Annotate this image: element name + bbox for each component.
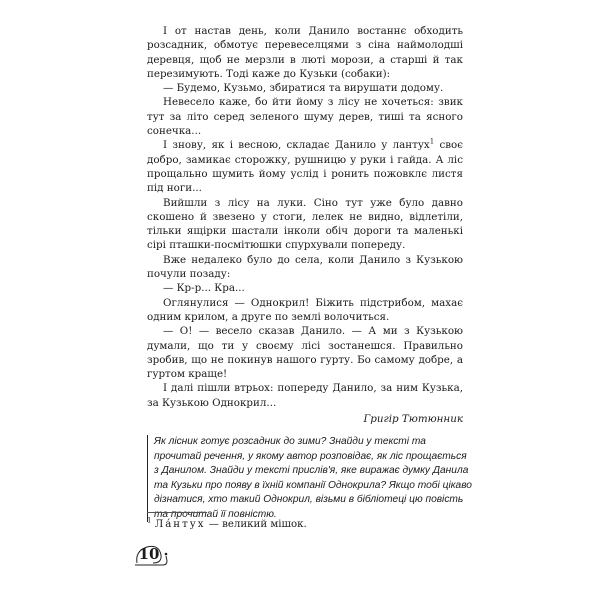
page-number: 10 bbox=[138, 545, 160, 563]
footnote-definition: — великий мішок. bbox=[205, 519, 307, 530]
paragraph: — Кр-р... Кра... bbox=[163, 282, 245, 295]
footnote-term: Ла́нтух bbox=[154, 519, 206, 530]
footnote-divider bbox=[147, 512, 207, 513]
paragraph-start: І знову, як і весною, складає Данило у лантух bbox=[163, 139, 430, 152]
paragraph: Невесело каже, бо йти йому з лісу не хочеться: звик тут за літо серед зеленого шуму дерев, тиші та ясного сонечка... bbox=[147, 96, 463, 138]
task-text: Як лісник готує розсадник до зими? Знайди у тексті та прочитай речення, у якому автор розповідає, як ліс прощається з Данилом. Знайди у тексті прислів'я, яке виражає думку Данила та Кузьки про появу в їхній компанії Однокрила? Якщо тобі цікаво дізнатися, хто такий Однокрил, візьми в бібліотеці цю повість та прочитай її повністю. bbox=[154, 436, 472, 520]
paragraph: Вийшли з лісу на луки. Сіно тут уже було давно скошено й звезено у стоги, лелек не видно, відлетіли, тільки ящірки шастали інколи обіч дороги та маленькі сірі пташки-посмітюшки спурхували попереду. bbox=[147, 196, 463, 252]
page-number-badge bbox=[133, 541, 169, 569]
paragraph: І далі пішли втрьох: попереду Данило, за ним Кузька, за Кузькою Однокрил... bbox=[147, 382, 463, 409]
footnote-number: 1 bbox=[147, 516, 152, 525]
paragraph bbox=[147, 138, 463, 195]
paragraph-rest: своє добро, замикає сторожку, рушницю у руки і гайда. А ліс прощально шумить йому услід і ронить пожовклє листя під ноги... bbox=[147, 139, 463, 195]
paragraph: І от настав день, коли Данило востаннє обходить розсадник, обмотує перевеселцями з сіна наймолодші деревця, щоб не мерзли в лютi морози, а старші й так перезимують. Тоді каже до Кузьки (собаки): bbox=[147, 25, 463, 80]
story-text bbox=[147, 24, 463, 426]
task-block bbox=[147, 435, 472, 522]
footnote bbox=[147, 516, 463, 530]
footnote-marker: 1 bbox=[429, 137, 435, 146]
paragraph: Оглянулися — Однокрил! Біжить підстрибом, махає одним крилом, а друге по землі волочиться. bbox=[147, 296, 463, 323]
paragraph: — Будемо, Кузьмо, збиратися та вирушати додому. bbox=[163, 82, 444, 95]
paragraph: — О! — весело сказав Данило. — А ми з Кузькою думали, що ти у своєму лісі зостанешся. Правильно зробив, що не покинув нашого гурту. Бо самому добре, а гуртом краще! bbox=[147, 325, 463, 381]
paragraph: Вже недалеко було до села, коли Данило з Кузькою почули позаду: bbox=[147, 253, 463, 281]
author-name: Григір Тютюнник bbox=[363, 413, 463, 426]
